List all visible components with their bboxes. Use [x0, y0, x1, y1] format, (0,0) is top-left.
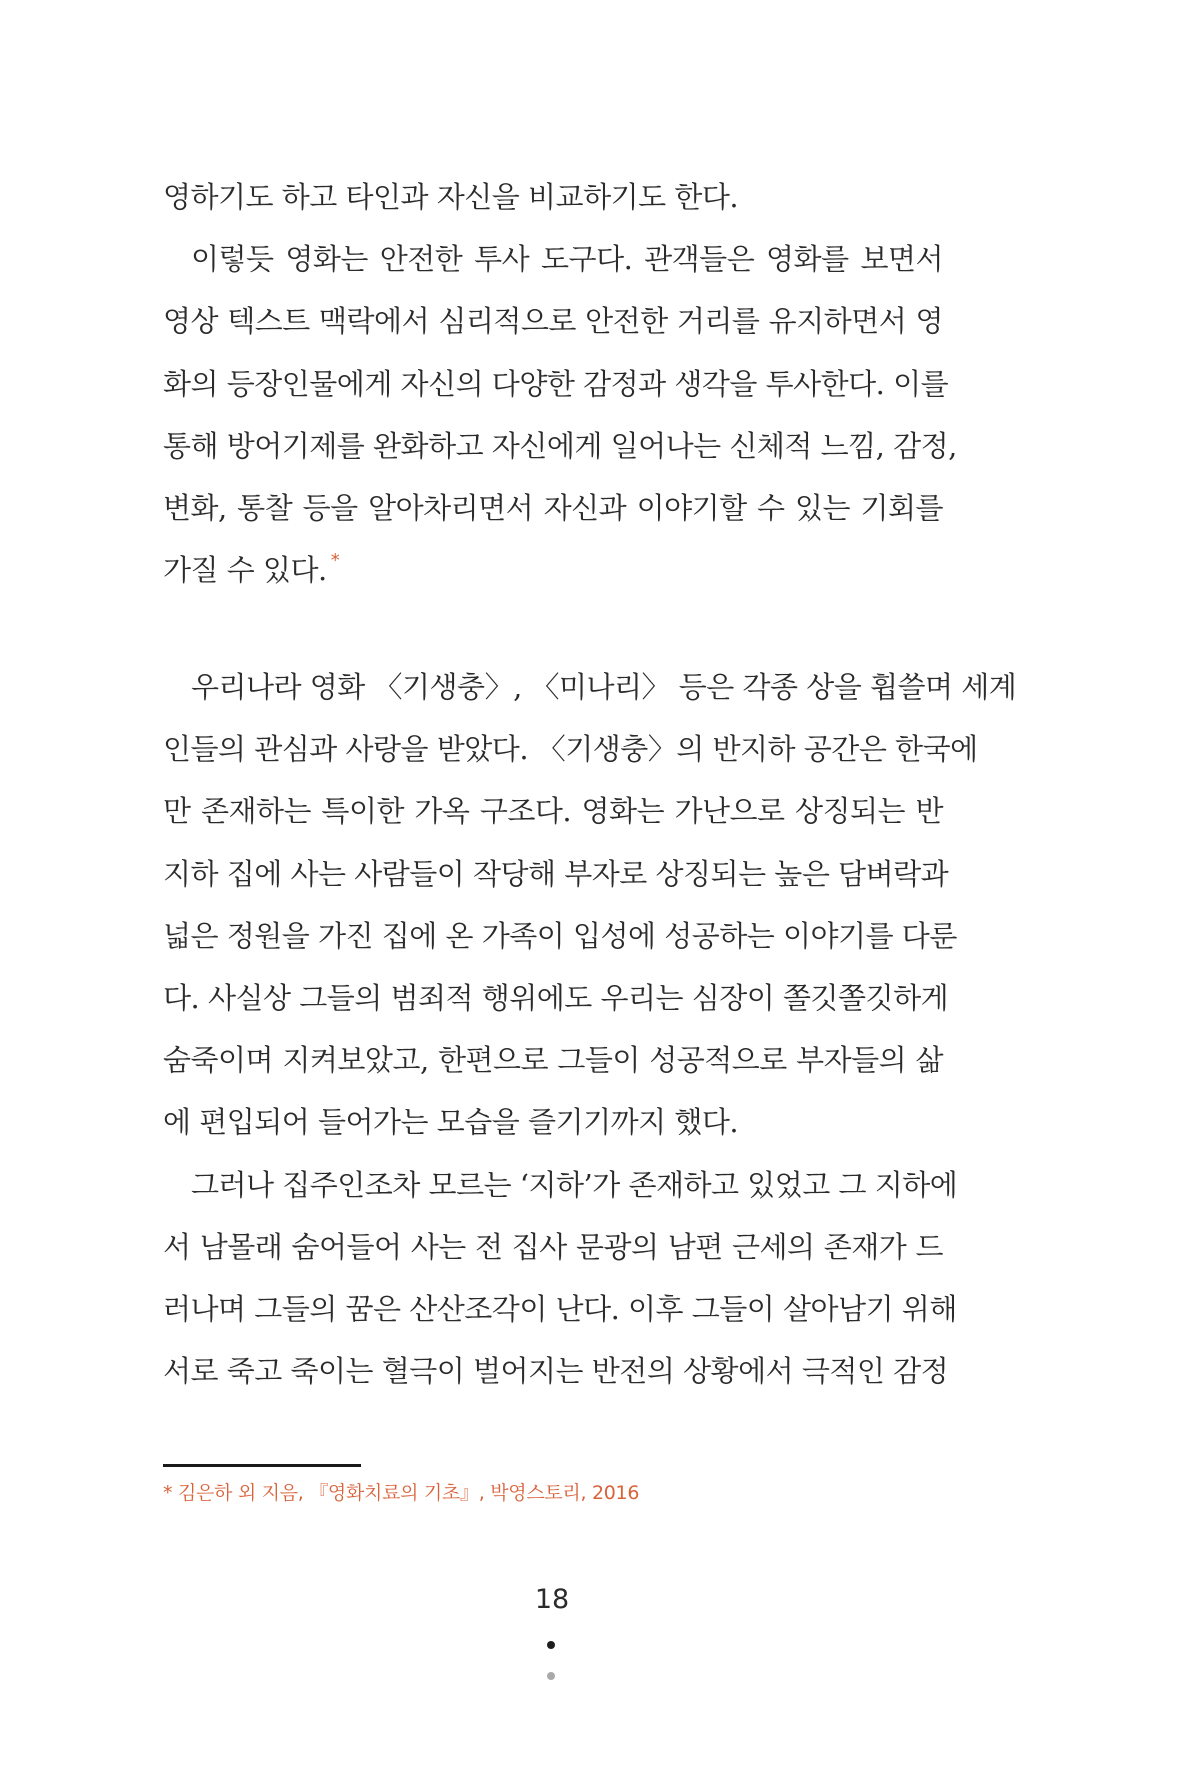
text-line: 에 편입되어 들어가는 모습을 즐기기까지 했다.	[163, 1105, 739, 1140]
text-line: 서로 죽고 죽이는 혈극이 벌어지는 반전의 상황에서 극적인 감정	[163, 1354, 949, 1389]
text-line: 그러나 집주인조차 모르는 ‘지하’가 존재하고 있었고 그 지하에	[191, 1167, 958, 1202]
text-line: 숨죽이며 지켜보았고, 한편으로 그들이 성공적으로 부자들의 삶	[163, 1043, 943, 1078]
text-line: 영하기도 하고 타인과 자신을 비교하기도 한다.	[163, 180, 739, 214]
page-indicator-dot-active[interactable]	[547, 1641, 555, 1649]
footnote: * 김은하 외 지음, 『영화치료의 기초』, 박영스토리, 2016	[163, 1482, 640, 1504]
text-line: 서 남몰래 숨어들어 사는 전 집사 문광의 남편 근세의 존재가 드	[163, 1229, 943, 1264]
text-line: 지하 집에 사는 사람들이 작당해 부자로 상징되는 높은 담벼락과	[163, 856, 949, 891]
text-line: 영상 텍스트 맥락에서 심리적으로 안전한 거리를 유지하면서 영	[163, 304, 943, 339]
footnote-marker: *	[330, 550, 340, 572]
text-line: 러나며 그들의 꿈은 산산조각이 난다. 이후 그들이 살아남기 위해	[163, 1291, 957, 1326]
text-line: 넓은 정원을 가진 집에 온 가족이 입성에 성공하는 이야기를 다룬	[163, 918, 957, 953]
text-line: 만 존재하는 특이한 가옥 구조다. 영화는 가난으로 상징되는 반	[163, 794, 943, 829]
text-line: 다. 사실상 그들의 범죄적 행위에도 우리는 심장이 쫄깃쫄깃하게	[163, 980, 949, 1015]
text-line: 변화, 통찰 등을 알아차리면서 자신과 이야기할 수 있는 기회를	[163, 490, 943, 525]
text-line: 인들의 관심과 사랑을 받았다. 〈기생충〉의 반지하 공간은 한국에	[163, 732, 978, 767]
text-line: 가질 수 있다.	[163, 553, 327, 588]
text-line: 통해 방어기제를 완화하고 자신에게 일어나는 신체적 느낌, 감정,	[163, 428, 957, 463]
text-block-top	[163, 166, 957, 601]
text-line: 우리나라 영화 〈기생충〉, 〈미나리〉 등은 각종 상을 휩쓸며 세계	[191, 670, 1017, 704]
text-line: 이렇듯 영화는 안전한 투사 도구다. 관객들은 영화를 보면서	[191, 242, 943, 277]
footnote-divider	[163, 1464, 361, 1467]
text-line-with-footnote	[163, 539, 943, 601]
page-indicator-dot[interactable]	[547, 1672, 555, 1680]
text-block-bottom	[163, 656, 1017, 1402]
text-line: 화의 등장인물에게 자신의 다양한 감정과 생각을 투사한다. 이를	[163, 366, 949, 401]
page-number: 18	[534, 1584, 570, 1615]
